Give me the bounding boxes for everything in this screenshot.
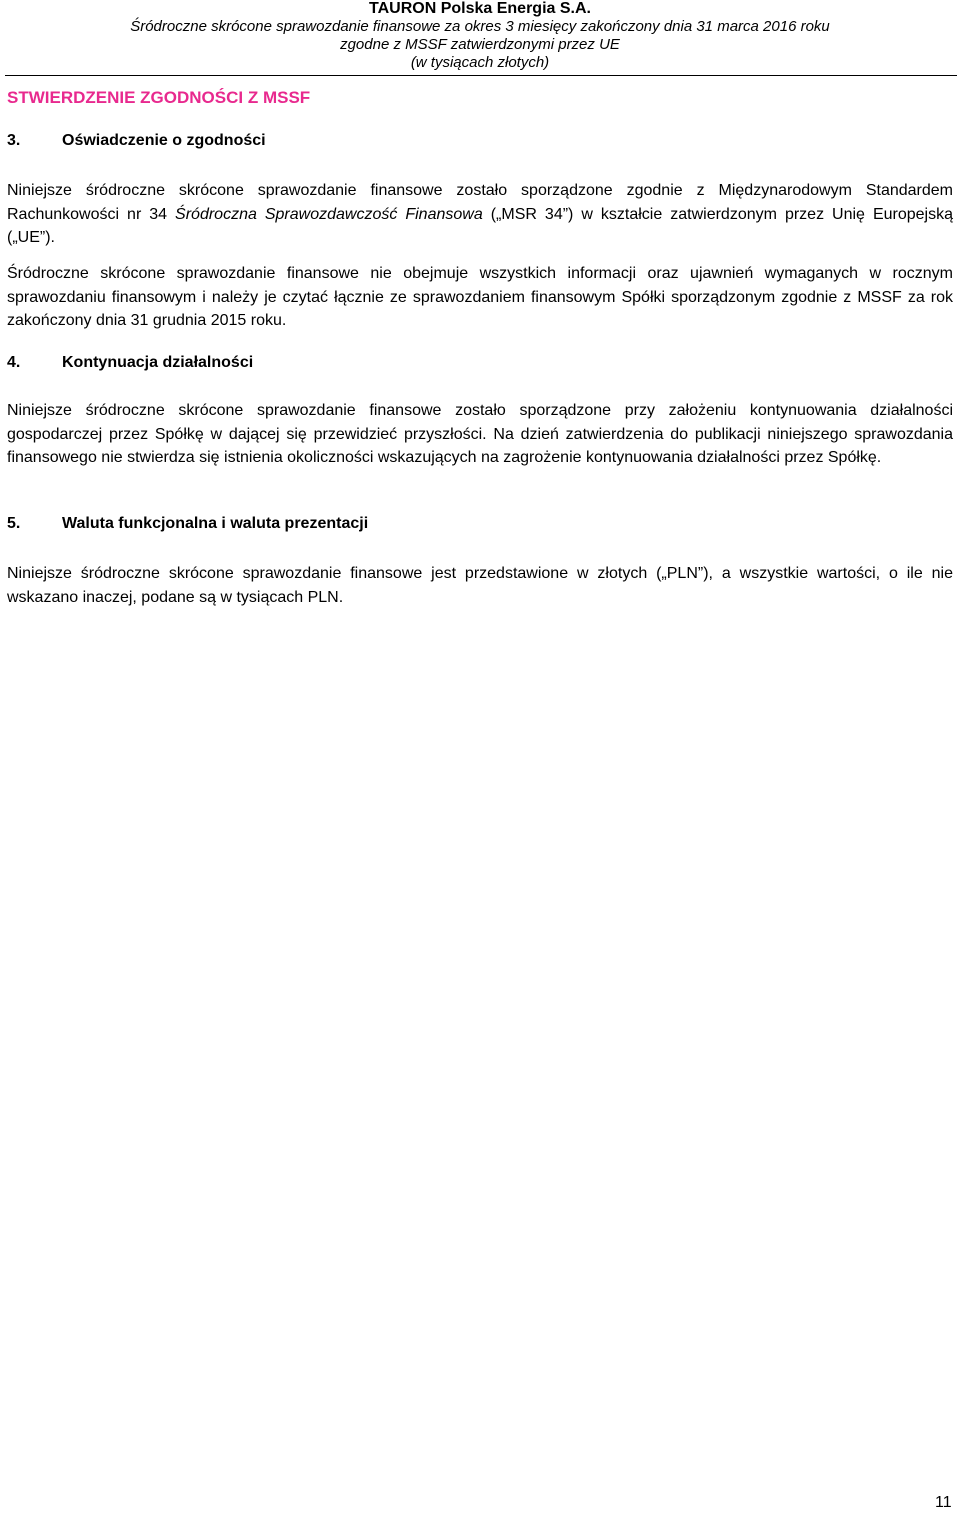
standard-title: Śródroczna Sprawozdawczość Finansowa: [175, 205, 483, 223]
document-header-line: Śródroczne skrócone sprawozdanie finansowe za okres 3 miesięcy zakończony dnia 31 marca 2016 roku: [130, 18, 830, 35]
document-header-line: zgodne z MSSF zatwierdzonymi przez UE: [340, 36, 620, 53]
heading-number: 4.: [7, 354, 21, 371]
heading-number: 5.: [7, 515, 21, 532]
heading-number: 3.: [7, 132, 21, 149]
page-number: 11: [935, 1494, 952, 1511]
paragraph-currency: Niniejsze śródroczne skrócone sprawozdanie finansowe jest przedstawione w złotych („PLN”), a wszystkie wartości, o ile nie wskazano inaczej, podane są w tysiącach PLN.: [7, 565, 953, 606]
paragraph-text: („MSR 34”) w kształcie zatwierdzonym przez Unię Europejską („UE”).: [7, 205, 953, 246]
header-divider: [5, 75, 957, 76]
paragraph-going-concern: Niniejsze śródroczne skrócone sprawozdanie finansowe zostało sporządzone przy założeniu kontynuowania działalności gospodarczej przez Spółkę w dającej się przewidzieć przyszłości. Na dzień zatwierdzenia do publikacji niniejszego sprawozdania finansowego nie stwierdza się istnienia okoliczności wskazujących na zagrożenie kontynuowania działalności przez Spółkę.: [7, 402, 953, 466]
paragraph-scope: Śródroczne skrócone sprawozdanie finansowe nie obejmuje wszystkich informacji oraz ujawnień wymaganych w rocznym sprawozdaniu finansowym i należy je czytać łącznie ze sprawozdaniem finansowym Spółki sporządzonym zgodnie z MSSF za rok zakończony dnia 31 grudnia 2015 roku.: [7, 265, 953, 329]
heading-functional-currency: [7, 515, 368, 533]
section-heading: STWIERDZENIE ZGODNOŚCI Z MSSF: [7, 88, 311, 107]
document-header-units: (w tysiącach złotych): [410, 54, 550, 71]
heading-title: Oświadczenie o zgodności: [62, 132, 266, 149]
heading-going-concern: [7, 354, 253, 372]
heading-title: Kontynuacja działalności: [62, 354, 254, 371]
heading-compliance-statement: [7, 132, 266, 150]
paragraph-compliance: [7, 179, 953, 250]
paragraph-text: Niniejsze śródroczne skrócone sprawozdanie finansowe zostało sporządzone zgodnie z Międzynarodowym Standardem Rachunkowości nr 34: [7, 182, 953, 223]
document-company-name: TAURON Polska Energia S.A.: [369, 0, 591, 17]
heading-title: Waluta funkcjonalna i waluta prezentacji: [62, 515, 369, 532]
